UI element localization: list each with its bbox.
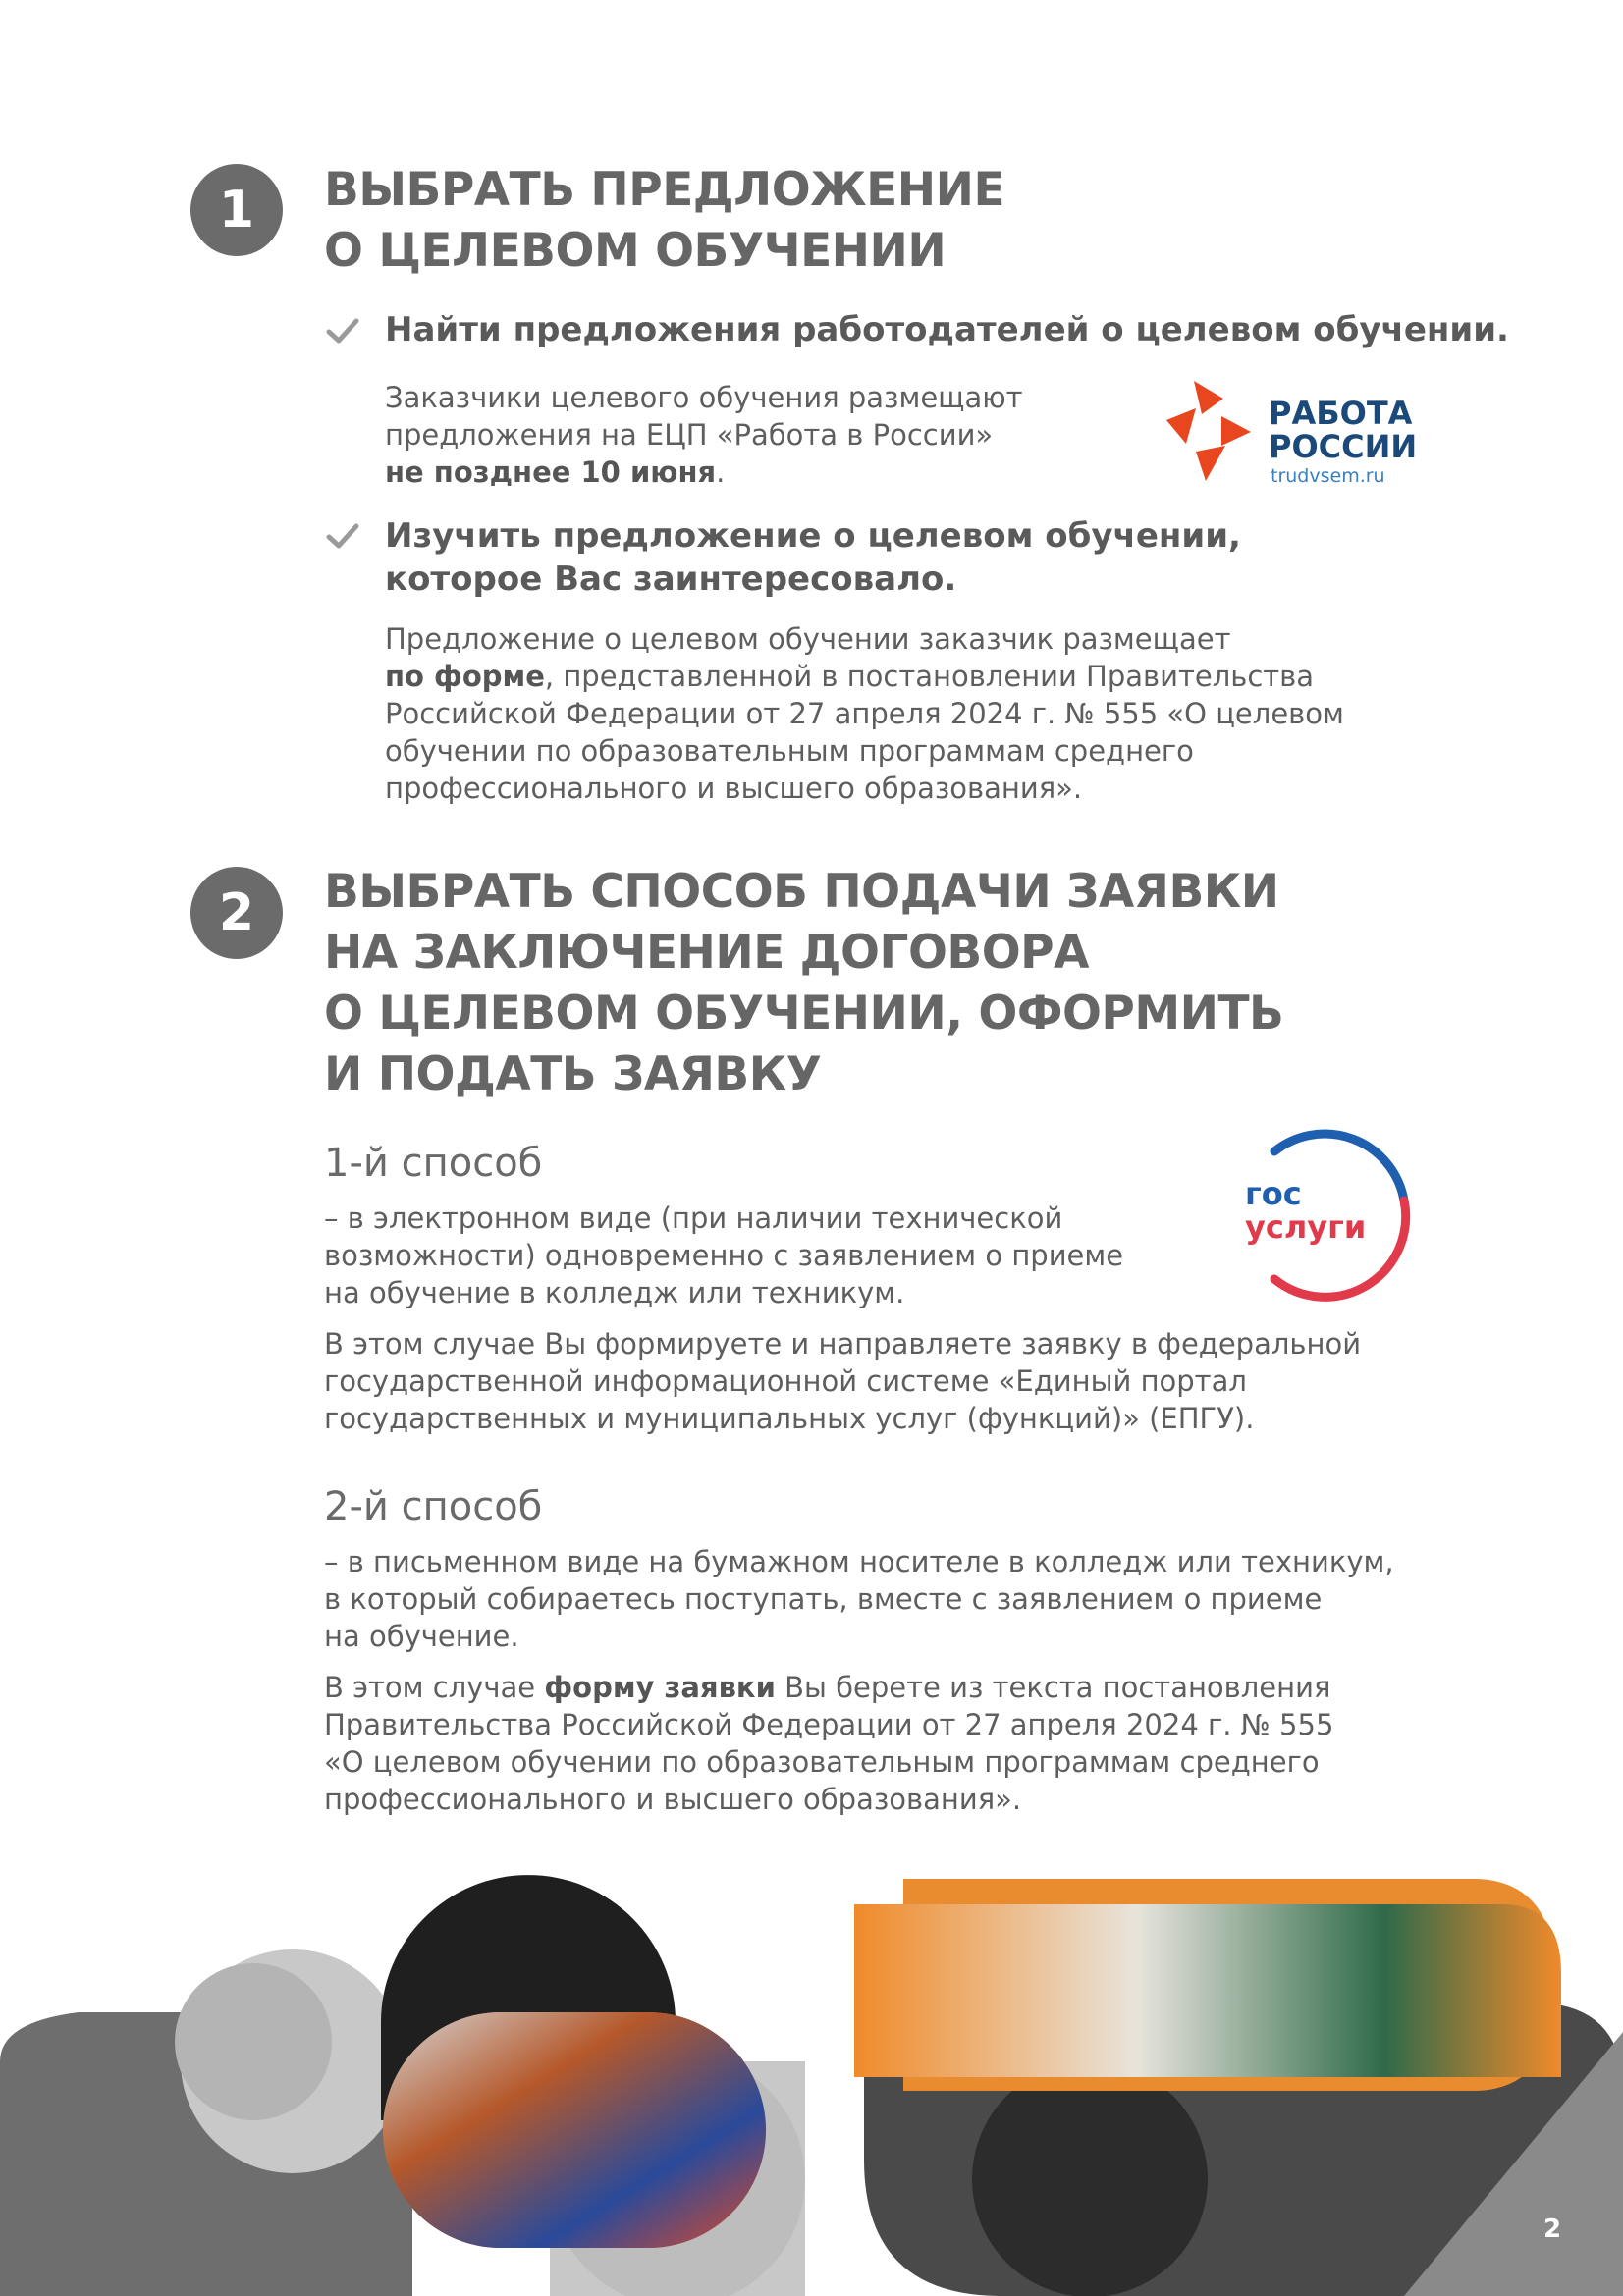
item1-text-line1: Заказчики целевого обучения размещают [385, 381, 1023, 414]
method1-p1-line2: возможности) одновременно с заявлением о приеме [324, 1239, 1124, 1272]
rabota-rossii-wordmark [1269, 397, 1417, 463]
step-number-1: 1 [190, 164, 283, 256]
item2-text-line5: профессионального и высшего образования». [385, 772, 1083, 805]
check-icon [326, 314, 359, 347]
section1-title-line1: ВЫБРАТЬ ПРЕДЛОЖЕНИЕ [324, 163, 1005, 217]
item1-lead: Найти предложения работодателей о целевом обучении. [385, 310, 1509, 349]
method1-p2-line3: государственных и муниципальных услуг (функций)» (ЕПГУ). [324, 1402, 1255, 1435]
method1-p2-line1: В этом случае Вы формируете и направляете заявку в федеральной [324, 1327, 1362, 1361]
check-icon [326, 519, 359, 553]
method2-p1-line1: – в письменном виде на бумажном носителе в колледж или техникум, [324, 1545, 1394, 1578]
rabota-rossii-url: trudvsem.ru [1271, 465, 1385, 487]
method1-p2-line2: государственной информационной системе «Единый портал [324, 1364, 1247, 1398]
section2-title-line3: О ЦЕЛЕВОМ ОБУЧЕНИИ, ОФОРМИТЬ [324, 987, 1284, 1041]
method2-p2-line2: Правительства Российской Федерации от 27 апреля 2024 г. № 555 [324, 1708, 1334, 1741]
item2-lead-line1: Изучить предложение о целевом обучении, [385, 516, 1241, 556]
item1-deadline: не позднее 10 июня [385, 455, 717, 489]
rabota-rossii-logo [1166, 377, 1422, 485]
section2-title [324, 862, 1283, 1105]
item2-text-line4: обучении по образовательным программам среднего [385, 734, 1194, 768]
section1-title-line2: О ЦЕЛЕВОМ ОБУЧЕНИИ [324, 224, 947, 278]
method2-p1 [324, 1543, 1443, 1655]
item2-text-line1: Предложение о целевом обучении заказчик размещает [385, 622, 1231, 656]
item1-text-tail: . [716, 455, 726, 489]
method1-p2 [324, 1325, 1443, 1437]
step-number-2: 2 [190, 867, 283, 959]
method2-p2 [324, 1669, 1443, 1818]
welder-photo [383, 2012, 766, 2248]
page-number: 2 [1543, 2215, 1562, 2244]
section2-title-line4: И ПОДАТЬ ЗАЯВКУ [324, 1047, 822, 1101]
rabota-rossii-emblem-icon [1166, 381, 1251, 481]
method1-p1-line3: на обучение в колледж или техникум. [324, 1276, 905, 1309]
gosuslugi-logo [1235, 1122, 1422, 1308]
item1-text [385, 379, 1092, 491]
method1-p1-line1: – в электронном виде (при наличии технической [324, 1201, 1063, 1235]
method2-p2-head: В этом случае [324, 1671, 545, 1704]
method2-p2-tail: Вы берете из текста постановления [775, 1671, 1331, 1704]
item2-text-line2: , представленной в постановлении Правительства [544, 660, 1315, 693]
section2-title-line1: ВЫБРАТЬ СПОСОБ ПОДАЧИ ЗАЯВКИ [324, 865, 1279, 919]
item2-lead [385, 514, 1241, 601]
section1-title [324, 160, 1004, 282]
item1-text-line2: предложения на ЕЦП «Работа в России» [385, 418, 994, 452]
item2-lead-line2: которое Вас заинтересовало. [385, 560, 957, 599]
method1-heading: 1-й способ [324, 1141, 543, 1186]
method2-form-bold: форму заявки [544, 1671, 776, 1704]
method2-p1-line2: в который собираетесь поступать, вместе с заявлением о приеме [324, 1582, 1323, 1616]
item2-text-line3: Российской Федерации от 27 апреля 2024 г. № 555 «О целевом [385, 697, 1344, 730]
method2-p2-line4: профессионального и высшего образования». [324, 1783, 1022, 1816]
method2-heading: 2-й способ [324, 1484, 543, 1529]
section2-title-line2: НА ЗАКЛЮЧЕНИЕ ДОГОВОРА [324, 926, 1090, 980]
item2-form-bold: по форме [385, 660, 545, 693]
method1-p1 [324, 1200, 1188, 1311]
gosuslugi-line2: услуги [1245, 1208, 1367, 1246]
microscope-photo [854, 1879, 1561, 2175]
method2-p2-line3: «О целевом обучении по образовательным программам среднего [324, 1745, 1320, 1779]
item2-text [385, 620, 1426, 807]
method2-p1-line3: на обучение. [324, 1620, 519, 1653]
rabota-rossii-line1: РАБОТА [1269, 395, 1413, 432]
gosuslugi-line1: гос [1245, 1175, 1302, 1212]
rabota-rossii-line2: РОССИИ [1269, 428, 1418, 465]
